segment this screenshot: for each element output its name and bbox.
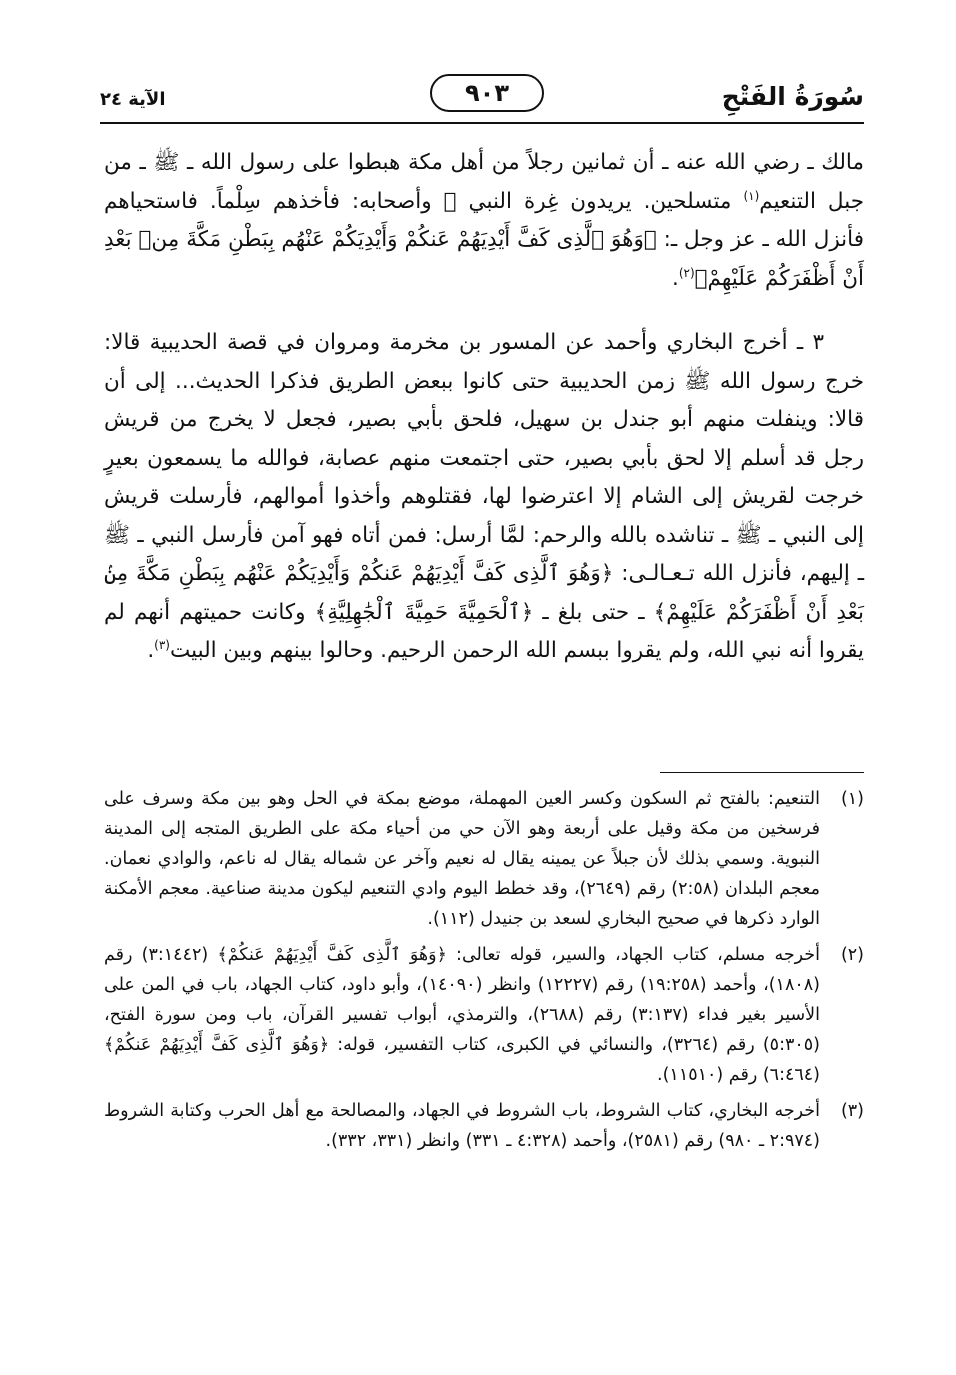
footnote-text: أخرجه البخاري، كتاب الشروط، باب الشروط في الجهاد، والمصالحة مع أهل الحرب وكتابة الشروط (٢:٩٧٤ ـ ٩٨٠) رقم (٢٥٨١)، وأحمد (٤:٣٢٨ ـ ٣٣١) وانظر (٣٣١، ٣٣٢). [104,1101,820,1151]
footnote-divider [660,772,864,773]
footnote-ref-1: (١) [743,188,760,203]
footnotes [104,784,864,1162]
footnote-number: (٣) [840,1101,864,1121]
paragraph-1 [104,144,864,298]
paragraph-1-text: مالك ـ رضي الله عنه ـ أن ثمانين رجلاً من أهل مكة هبطوا على رسول الله ـ ﷺ ـ من جبل التنعيم [104,150,864,214]
paragraph-2-end: . [147,638,155,663]
footnote-ref-3: (٣) [154,637,170,652]
footnote-1 [104,784,864,934]
ayah-reference: الآية ٢٤ [100,89,166,110]
page-number: ٩٠٣ [430,74,544,112]
paragraph-2 [104,324,864,671]
paragraph-1-text-cont: متسلحين. يريدون غِرة النبي ﷺ وأصحابه: فأخذهم سِلْماً. فاستحياهم فأنزل الله ـ عز وجل ـ: ﴿وَهُوَ ٱلَّذِى كَفَّ أَيْدِيَهُمْ عَنكُمْ وَأَيْدِيَكُمْ عَنْهُم بِبَطْنِ مَكَّةَ مِنۢ بَعْدِ أَنْ أَظْفَرَكُمْ عَلَيْهِمْ﴾ [104,188,864,291]
paragraph-2-text: ٣ ـ أخرج البخاري وأحمد عن المسور بن مخرمة ومروان في قصة الحديبية قالا: خرج رسول الله ﷺ زمن الحديبية حتى كانوا ببعض الطريق فذكرا الحديث... إلى أن قالا: وينفلت منهم أبو جندل بن سهيل، فلحق بأبي بصير، فجعل لا يخرج من قريش رجل قد أسلم إلا لحق بأبي بصير، حتى اجتمعت منهم عصابة، فوالله ما يسمعون بعيرٍ خرجت لقريش إلى الشام إلا اعترضوا لها، فقتلوهم وأخذوا أموالهم، فأرسلت قريش إلى النبي ـ ﷺ ـ تناشده بالله والرحم: لمَّا أرسل: فمن أتاه فهو آمن فأرسل النبي ـ ﷺ ـ إليهم، فأنزل الله تـعـالـى: ﴿وَهُوَ ٱلَّذِى كَفَّ أَيْدِيَهُمْ عَنكُمْ وَأَيْدِيَكُمْ عَنْهُم بِبَطْنِ مَكَّةَ مِنۢ بَعْدِ أَنْ أَظْفَرَكُمْ عَلَيْهِمْ﴾ ـ حتى بلغ ـ ﴿ٱلْحَمِيَّةَ حَمِيَّةَ ٱلْجَٰهِلِيَّةِ﴾ وكانت حميتهم أنهم لم يقروا أنه نبي الله، ولم يقروا ببسم الله الرحمن الرحيم. وحالوا بينهم وبين البيت [104,330,864,663]
footnote-text: التنعيم: بالفتح ثم السكون وكسر العين المهملة، موضع بمكة في الحل وهو بين مكة وسرف على فرسخين من مكة وقيل على أربعة وهو الآن حي من أحياء مكة على الطريق المتجه إلى المدينة النبوية. وسمي بذلك لأن جبلاً عن يمينه يقال له نعيم وآخر عن شماله يقال له ناعم، والوادي نعمان. معجم البلدان (٢:٥٨) رقم (٢٦٤٩)، وقد خطط اليوم وادي التنعيم ليكون مدينة صناعية. معجم الأمكنة الوارد ذكرها في صحيح البخاري لسعد بن جنيدل (١١٢). [104,789,820,929]
main-text [104,144,864,671]
footnote-2 [104,940,864,1090]
footnote-number: (١) [840,789,864,809]
footnote-ref-2: (٢) [678,265,695,280]
page-header [100,80,864,124]
footnote-number: (٢) [840,945,864,965]
footnote-text: أخرجه مسلم، كتاب الجهاد، والسير، قوله تعالى: ﴿وَهُوَ ٱلَّذِى كَفَّ أَيْدِيَهُمْ عَنكُمْ﴾ (٣:١٤٤٢) رقم (١٨٠٨)، وأحمد (١٩:٢٥٨) رقم (١٢٢٢٧) وانظر (١٤٠٩٠)، وأبو داود، كتاب الجهاد، باب في المن على الأسير بغير فداء (٣:١٣٧) رقم (٢٦٨٨)، والترمذي، أبواب تفسير القرآن، باب ومن سورة الفتح، (٥:٣٠٥) رقم (٣٢٦٤)، والنسائي في الكبرى، كتاب التفسير، قوله: ﴿وَهُوَ ٱلَّذِى كَفَّ أَيْدِيَهُمْ عَنكُمْ﴾ (٦:٤٦٤) رقم (١١٥١٠). [104,945,820,1085]
paragraph-1-end: . [671,265,679,291]
surah-title: سُورَةُ الفَتْحِ [721,82,864,111]
footnote-3 [104,1096,864,1156]
